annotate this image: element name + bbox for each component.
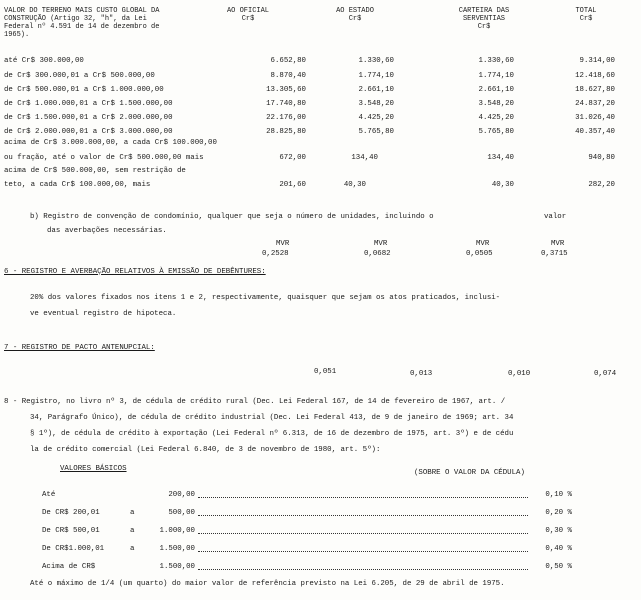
cedula-from: De CR$1.000,01 (42, 545, 105, 553)
header-line: 1965). (4, 31, 30, 39)
section-title-text: 6 - REGISTRO E AVERBAÇÃO RELATIVOS À EMISSÃO DE DEBÊNTURES: (4, 268, 266, 276)
mvr-value: 0,0505 (466, 250, 493, 258)
cedula-to: 200,00 (168, 491, 195, 499)
oficial-value: 672,00 (279, 154, 306, 162)
section-text: ve eventual registro de hipoteca. (30, 310, 177, 318)
carteira-value: 40,30 (491, 181, 514, 189)
row-label: de Cr$ 300.000,01 a Cr$ 500.000,00 (4, 72, 155, 80)
value-1: 0,051 (314, 368, 337, 376)
table-row (0, 72, 641, 81)
mvr-label: MVR (476, 240, 490, 248)
oficial-value: 22.176,00 (266, 114, 306, 122)
item-b-text: b) Registro de convenção de condomínio, qualquer que seja o número de unidades, incluindo o (30, 213, 434, 221)
cedula-to: 1.500,00 (159, 563, 195, 571)
oficial-value: 28.825,80 (266, 128, 306, 136)
estado-value: 1.774,10 (358, 72, 394, 80)
carteira-value: 134,40 (487, 154, 514, 162)
cedula-a: a (130, 527, 135, 535)
estado-value: 5.765,80 (358, 128, 394, 136)
cedula-to: 500,00 (168, 509, 195, 517)
footer-note: Até o máximo de 1/4 (um quarto) do maior valor de referência previsto na Lei 6.205, de 29 de abril de 1975. (30, 580, 505, 588)
header-line: Cr$ (241, 15, 255, 23)
row-label: ou fração, até o valor de Cr$ 500.000,00 mais (4, 154, 204, 162)
carteira-value: 2.661,10 (478, 86, 514, 94)
row-label: de Cr$ 500.000,01 a Cr$ 1.000.000,00 (4, 86, 164, 94)
dot-leader (198, 533, 528, 534)
total-value: 31.026,40 (575, 114, 615, 122)
cedula-percent: 0,50 % (545, 563, 572, 571)
cedula-to: 1.500,00 (159, 545, 195, 553)
oficial-value: 13.305,60 (266, 86, 306, 94)
row-label: de Cr$ 1.500.000,01 a Cr$ 2.000.000,00 (4, 114, 173, 122)
estado-value: 1.330,60 (358, 57, 394, 65)
row-label: até Cr$ 300.000,00 (4, 57, 84, 65)
header-line: Federal nº 4.591 de 14 de dezembro de (4, 23, 160, 31)
estado-value: 134,40 (351, 154, 378, 162)
carteira-value: 4.425,20 (478, 114, 514, 122)
mvr-value: 0,0682 (364, 250, 391, 258)
header-line: CONSTRUÇÃO (Artigo 32, "h", da Lei (4, 15, 147, 23)
oficial-value: 201,60 (279, 181, 306, 189)
header-line: SERVENTIAS (462, 15, 505, 23)
carteira-value: 3.548,20 (478, 100, 514, 108)
value-3: 0,010 (508, 370, 531, 378)
header-line: AO OFICIAL (226, 7, 269, 15)
oficial-value: 8.870,40 (270, 72, 306, 80)
section-text: § 1º), de cédula de crédito à exportação (Lei Federal nº 6.313, de 16 de dezembro de 1975, art. 3º) e de cédu (30, 430, 514, 438)
oficial-value: 6.652,80 (270, 57, 306, 65)
cedula-from: De CR$ 500,01 (42, 527, 100, 535)
row-label: de Cr$ 2.000.000,01 a Cr$ 3.000.000,00 (4, 128, 173, 136)
table-row (0, 57, 641, 66)
mvr-value: 0,2528 (262, 250, 289, 258)
estado-value: 40,30 (343, 181, 366, 189)
row-label: acima de Cr$ 3.000.000,00, a cada Cr$ 100.000,00 (4, 139, 217, 147)
header-line: Cr$ (579, 15, 593, 23)
item-b-valor-label: valor (544, 213, 567, 221)
table-row (0, 128, 641, 137)
cedula-to: 1.000,00 (159, 527, 195, 535)
estado-value: 4.425,20 (358, 114, 394, 122)
value-4: 0,074 (594, 370, 617, 378)
dot-leader (198, 569, 528, 570)
header-line: CARTEIRA DAS (458, 7, 510, 15)
sobre-valor-title: (SOBRE O VALOR DA CÉDULA) (414, 469, 525, 477)
cedula-row (0, 545, 641, 554)
carteira-value: 1.330,60 (478, 57, 514, 65)
total-value: 940,80 (588, 154, 615, 162)
value-2: 0,013 (410, 370, 433, 378)
row-label: teto, a cada Cr$ 100.000,00, mais (4, 181, 151, 189)
carteira-value: 5.765,80 (478, 128, 514, 136)
cedula-percent: 0,30 % (545, 527, 572, 535)
dot-leader (198, 515, 528, 516)
table-row (0, 114, 641, 123)
mvr-value: 0,3715 (541, 250, 568, 258)
row-label: acima de Cr$ 500.000,00, sem restrição de (4, 167, 186, 175)
cedula-percent: 0,10 % (545, 491, 572, 499)
cedula-percent: 0,20 % (545, 509, 572, 517)
oficial-value: 17.740,80 (266, 100, 306, 108)
section-text: 8 - Registro, no livro nº 3, de cédula de crédito rural (Dec. Lei Federal 167, de 14 de fevereiro de 1967, art. / (4, 398, 506, 406)
section-text: 34, Parágrafo Único), de cédula de crédito industrial (Dec. Lei Federal 413, de 9 de janeiro de 1969; art. 34 (30, 414, 514, 422)
section-text: 20% dos valores fixados nos itens 1 e 2, respectivamente, quaisquer que sejam os atos praticados, inclusi- (30, 294, 501, 302)
dot-leader (198, 497, 528, 498)
estado-value: 3.548,20 (358, 100, 394, 108)
table-row (0, 86, 641, 95)
estado-value: 2.661,10 (358, 86, 394, 94)
table-row (0, 100, 641, 109)
cedula-from: Acima de CR$ (42, 563, 96, 571)
cedula-a: a (130, 545, 135, 553)
cedula-percent: 0,40 % (545, 545, 572, 553)
cedula-from: Até (42, 491, 56, 499)
header-line: VALOR DO TERRENO MAIS CUSTO GLOBAL DA (4, 7, 160, 15)
mvr-label: MVR (374, 240, 388, 248)
item-b-text-cont: das averbações necessárias. (47, 227, 167, 235)
header-line: TOTAL (575, 7, 597, 15)
mvr-label: MVR (551, 240, 565, 248)
section-title-text: 7 - REGISTRO DE PACTO ANTENUPCIAL: (4, 344, 155, 352)
cedula-row (0, 491, 641, 500)
section-text: la de crédito comercial (Lei Federal 6.840, de 3 de novembro de 1980, art. 5º): (30, 446, 381, 454)
total-value: 282,20 (588, 181, 615, 189)
row-label: de Cr$ 1.000.000,01 a Cr$ 1.500.000,00 (4, 100, 173, 108)
section-title (4, 344, 155, 353)
cedula-from: De CR$ 200,01 (42, 509, 100, 517)
mvr-label: MVR (276, 240, 290, 248)
total-value: 9.314,00 (579, 57, 615, 65)
cedula-row (0, 563, 641, 572)
total-value: 12.418,60 (575, 72, 615, 80)
section-title (4, 268, 266, 277)
total-value: 40.357,40 (575, 128, 615, 136)
header-line: AO ESTADO (336, 7, 374, 15)
header-line: Cr$ (348, 15, 362, 23)
valores-basicos-title: VALORES BÁSICOS (60, 465, 127, 473)
total-value: 18.627,80 (575, 86, 615, 94)
cedula-row (0, 527, 641, 536)
cedula-a: a (130, 509, 135, 517)
dot-leader (198, 551, 528, 552)
cedula-row (0, 509, 641, 518)
header-line: Cr$ (477, 23, 491, 31)
total-value: 24.837,20 (575, 100, 615, 108)
carteira-value: 1.774,10 (478, 72, 514, 80)
